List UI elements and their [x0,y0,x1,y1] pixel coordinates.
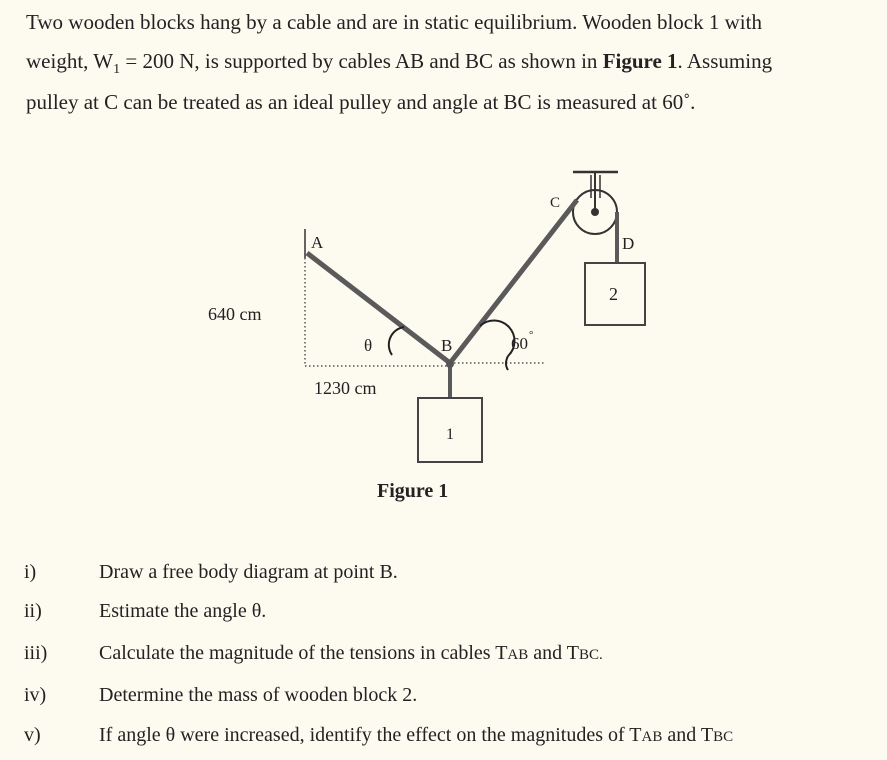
question-number: iv) [24,684,47,706]
label-d: D [622,234,635,253]
joint-b [446,360,454,368]
question-text: Estimate the angle θ. [99,600,267,622]
angle-60-arc [480,320,515,356]
angle-60-arc-end [506,356,508,370]
question-text [99,642,603,665]
tension-bc-subscript: BC [713,729,734,745]
angle-60-label: 60 [511,334,528,353]
cable-ab [307,253,453,363]
theta-arc [389,327,404,355]
intro-line-3: pulley at C can be treated as an ideal pulley and angle at BC is measured at 60˚. [26,90,696,114]
question-text-b: and T [528,642,579,664]
angle-60-degree: ° [529,329,534,341]
tension-ab-subscript: AB [507,647,529,663]
theta-label: θ [364,336,373,355]
intro-line-1: Two wooden blocks hang by a cable and are in static equilibrium. Wooden block 1 with [26,10,762,34]
question-number: v) [24,724,41,746]
tension-bc-subscript: BC. [579,647,603,663]
label-c: C [550,195,561,211]
pulley-axle [591,208,599,216]
intro-line-2-c: . Assuming [677,49,773,73]
intro-line-2-b: = 200 N, is supported by cables AB and BC as shown in [120,49,603,73]
question-number: iii) [24,642,48,664]
question-number: i) [24,561,37,583]
weight-subscript: 1 [113,62,121,78]
label-b: B [441,336,453,355]
question-text-a: Calculate the magnitude of the tensions in cables T [99,642,508,664]
figure-reference: Figure 1 [602,49,678,73]
question-text: Draw a free body diagram at point B. [99,561,398,583]
height-label: 640 cm [208,304,262,324]
question-text-b: and T [662,724,714,746]
tension-ab-subscript: AB [641,729,663,745]
question-text [99,724,733,747]
question-number: ii) [24,600,42,622]
width-label: 1230 cm [314,378,377,398]
question-text: Determine the mass of wooden block 2. [99,684,418,706]
block-1-label: 1 [446,426,454,443]
intro-line-2-a: weight, W [26,49,114,73]
block-2-label: 2 [609,284,618,304]
label-a: A [311,233,324,252]
question-text-a: If angle θ were increased, identify the effect on the magnitudes of T [99,724,642,746]
figure-caption: Figure 1 [377,480,449,502]
